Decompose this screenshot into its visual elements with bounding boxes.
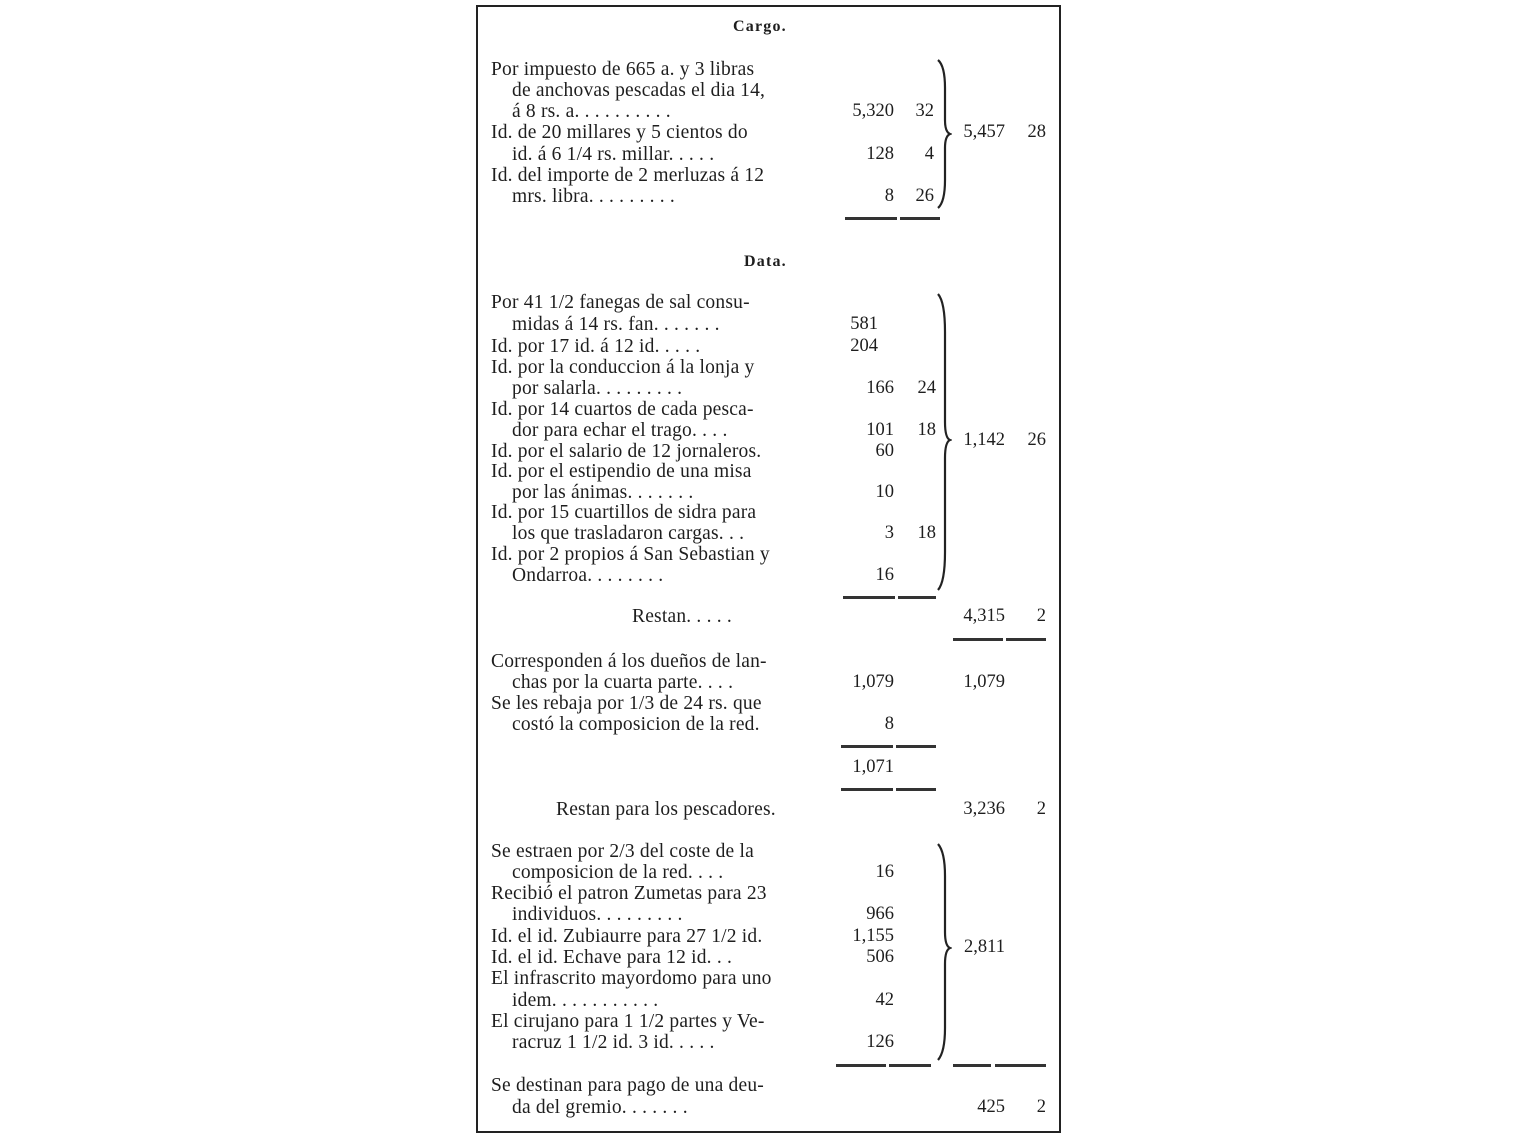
cargo-amount-reales: 128 [866,144,894,164]
distribucion-line: Recibió el patron Zumetas para 23 [491,883,767,904]
duenos-line: Se les rebaja por 1/3 de 24 rs. que [491,693,762,714]
distribucion-total: 2,811 [964,937,1005,957]
cargo-line: mrs. libra. . . . . . . . . [512,186,676,207]
cargo-rule [845,217,897,220]
distribucion-line: Id. el id. Zubiaurre para 27 1/2 id. [491,926,763,947]
duenos-rebaja-amount: 8 [884,714,894,734]
duenos-subtotal: 1,071 [852,757,894,777]
duenos-line: costó la composicion de la red. [512,714,760,735]
data-line: Por 41 1/2 fanegas de sal consu- [491,292,750,313]
data-line: Id. por 14 cuartos de cada pesca- [491,399,754,420]
distribucion-line: Id. el id. Echave para 12 id. . . [491,947,733,968]
distribucion-line: idem. . . . . . . . . . . [512,990,659,1011]
data-heading: Data. [744,253,787,270]
restan-reales: 4,315 [963,606,1005,626]
data-amount-reales: 10 [875,482,894,502]
data-amount-reales: 3 [884,523,894,543]
restan-pescadores-label: Restan para los pescadores. [556,799,776,820]
cargo-amount-mrs: 26 [915,186,934,206]
distribucion-line: El cirujano para 1 1/2 partes y Ve- [491,1011,765,1032]
distribucion-amount: 1,155 [852,926,894,946]
data-amount-reales: 60 [875,441,894,461]
cargo-line: Por impuesto de 665 a. y 3 libras [491,59,755,80]
data-line: Id. por 2 propios á San Sebastian y [491,544,770,565]
data-line: dor para echar el trago. . . . [512,420,728,441]
data-line: Id. por el salario de 12 jornaleros. [491,441,762,462]
data-rule [898,596,936,599]
restan-pescadores-mrs: 2 [1036,799,1046,819]
cargo-total-mrs: 28 [1027,122,1046,142]
duenos-rule [841,788,893,791]
deuda-mrs: 2 [1036,1097,1046,1117]
cargo-amount-reales: 8 [884,186,894,206]
data-amount-reales: 581 [850,314,878,334]
data-amount-mrs: 18 [917,523,936,543]
cargo-heading: Cargo. [733,18,787,35]
distribucion-amount: 126 [866,1032,894,1052]
cargo-line: id. á 6 1/4 rs. millar. . . . . [512,144,715,165]
data-line: Id. por la conduccion á la lonja y [491,357,755,378]
cargo-amount-mrs: 4 [924,144,934,164]
distribucion-rule [889,1064,931,1067]
distribucion-line: El infrascrito mayordomo para uno [491,968,772,989]
data-total-reales: 1,142 [963,430,1005,450]
cargo-total-reales: 5,457 [963,122,1005,142]
distribucion-line: individuos. . . . . . . . . [512,904,683,925]
data-line: los que trasladaron cargas. . . [512,523,745,544]
duenos-rule [841,745,893,748]
distribucion-rule [836,1064,886,1067]
distribucion-amount: 506 [866,947,894,967]
duenos-rule [896,745,936,748]
distribucion-line: Se estraen por 2/3 del coste de la [491,841,754,862]
data-line: por salarla. . . . . . . . . [512,378,683,399]
data-amount-reales: 204 [850,336,878,356]
data-total-mrs: 26 [1027,430,1046,450]
data-rule [843,596,895,599]
data-amount-reales: 101 [866,420,894,440]
duenos-line: Corresponden á los dueños de lan- [491,651,767,672]
cargo-brace [936,58,952,210]
cargo-amount-mrs: 32 [915,101,934,121]
restan-rule [1006,638,1046,641]
data-amount-reales: 16 [875,565,894,585]
data-line: Ondarroa. . . . . . . . [512,565,664,586]
cargo-amount-reales: 5,320 [852,101,894,121]
data-amount-mrs: 18 [917,420,936,440]
cargo-line: de anchovas pescadas el dia 14, [512,80,766,101]
cargo-line: á 8 rs. a. . . . . . . . . . [512,101,671,122]
data-brace [936,292,952,592]
restan-rule [953,638,1003,641]
duenos-rule [896,788,936,791]
data-line: Id. por 17 id. á 12 id. . . . . [491,336,701,357]
distribucion-amount: 966 [866,904,894,924]
data-amount-reales: 166 [866,378,894,398]
distribucion-rule [995,1064,1046,1067]
deuda-line: Se destinan para pago de una deu- [491,1075,765,1096]
restan-label: Restan. . . . . [632,606,732,627]
restan-pescadores-reales: 3,236 [963,799,1005,819]
distribucion-amount: 16 [875,862,894,882]
data-line: Id. por 15 cuartillos de sidra para [491,502,757,523]
deuda-line: da del gremio. . . . . . . [512,1097,688,1118]
data-line: Id. por el estipendio de una misa [491,461,752,482]
deuda-reales: 425 [977,1097,1005,1117]
data-amount-mrs: 24 [917,378,936,398]
distribucion-line: racruz 1 1/2 id. 3 id. . . . . [512,1032,715,1053]
duenos-line: chas por la cuarta parte. . . . [512,672,734,693]
cargo-line: Id. del importe de 2 merluzas á 12 [491,165,765,186]
distribucion-rule [953,1064,991,1067]
data-line: por las ánimas. . . . . . . [512,482,694,503]
restan-mrs: 2 [1036,606,1046,626]
distribucion-line: composicion de la red. . . . [512,862,724,883]
distribucion-amount: 42 [875,990,894,1010]
cargo-rule [900,217,940,220]
duenos-right-amount: 1,079 [963,672,1005,692]
data-line: midas á 14 rs. fan. . . . . . . [512,314,720,335]
distribucion-brace [936,842,952,1062]
duenos-amount: 1,079 [852,672,894,692]
cargo-line: Id. de 20 millares y 5 cientos do [491,122,748,143]
